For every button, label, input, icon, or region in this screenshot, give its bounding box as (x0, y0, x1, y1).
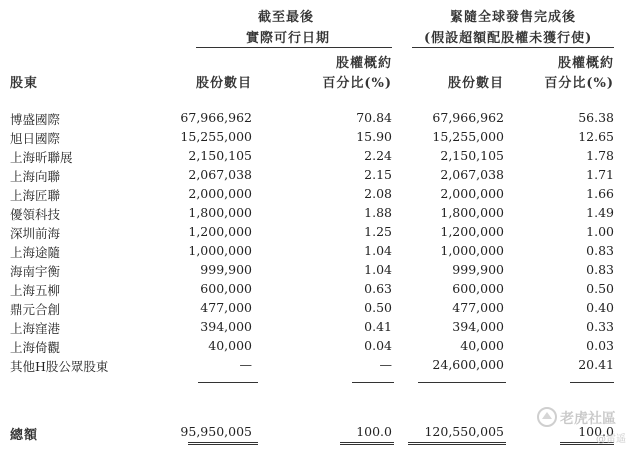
shareholder-name: 上海匠聯 (10, 188, 61, 203)
header-group2-line1: 緊隨全球發售完成後 (450, 10, 577, 25)
total-shares-before: 95,950,005 (180, 424, 252, 439)
pct-after: 56.38 (578, 110, 614, 125)
pct-after-label-line1: 股權概約 (557, 56, 614, 71)
pct-after: 0.50 (586, 281, 614, 296)
shares-before: 2,067,038 (188, 167, 252, 182)
pct-after: 0.33 (586, 319, 614, 334)
shareholder-name: 其他H股公眾股東 (10, 359, 109, 374)
shareholder-name: 上海倚觀 (10, 340, 61, 355)
shares-before: 1,000,000 (188, 243, 252, 258)
total-double-rule-col3 (408, 442, 506, 445)
pct-before: 15.90 (356, 129, 392, 144)
pct-before: 0.63 (364, 281, 392, 296)
pct-after: 1.71 (586, 167, 614, 182)
shareholder-name: 上海向聯 (10, 169, 61, 184)
shares-before: 394,000 (200, 319, 252, 334)
pct-before: 0.41 (364, 319, 392, 334)
shareholder-name: 旭日國際 (10, 131, 61, 146)
pct-after: 0.83 (586, 243, 614, 258)
pct-after-label-line2: 百分比(%) (544, 76, 614, 91)
shares-before: 2,150,105 (188, 148, 252, 163)
pct-before: 2.08 (364, 186, 392, 201)
total-label: 總額 (10, 428, 39, 443)
shareholder-name: 上海途隨 (10, 245, 61, 260)
watermark-sub: @雷遥 (596, 434, 626, 445)
shareholder-name: 上海五柳 (10, 283, 61, 298)
pct-after: 1.00 (586, 224, 614, 239)
pct-after: 1.66 (586, 186, 614, 201)
shareholder-name: 博盛國際 (10, 112, 61, 127)
pct-before-label-line1: 股權概約 (335, 56, 392, 71)
shares-before: 999,900 (200, 262, 252, 277)
pct-before: — (379, 357, 392, 372)
shares-after: 67,966,962 (432, 110, 504, 125)
pct-before: 2.24 (364, 148, 392, 163)
shares-after: 1,200,000 (440, 224, 504, 239)
pct-after: 1.49 (586, 205, 614, 220)
pct-after: 0.40 (586, 300, 614, 315)
pct-after: 1.78 (586, 148, 614, 163)
shares-before: 15,255,000 (180, 129, 252, 144)
shares-before-column-header: 股份數目 (195, 76, 252, 91)
shares-after: 15,255,000 (432, 129, 504, 144)
pct-after: 0.83 (586, 262, 614, 277)
shareholder-name: 優領科技 (10, 207, 61, 222)
total-rule-col1 (198, 382, 258, 383)
total-double-rule-col1 (188, 442, 258, 445)
total-double-rule-col2 (340, 442, 394, 445)
shares-after: 999,900 (452, 262, 504, 277)
shares-after: 40,000 (460, 338, 504, 353)
shareholder-name: 上海昕聯展 (10, 150, 73, 165)
shares-after: 477,000 (452, 300, 504, 315)
shareholder-column-header: 股東 (10, 76, 39, 91)
shares-before: 40,000 (208, 338, 252, 353)
shares-after: 1,800,000 (440, 205, 504, 220)
watermark-brand: 老虎社區 (560, 411, 616, 427)
shares-after: 600,000 (452, 281, 504, 296)
shareholder-name: 鼎元合創 (10, 302, 61, 317)
pct-before: 70.84 (356, 110, 392, 125)
shares-after: 2,067,038 (440, 167, 504, 182)
shares-before: 1,800,000 (188, 205, 252, 220)
shareholder-name: 深圳前海 (10, 226, 61, 241)
header-group1-line2: 實際可行日期 (246, 31, 331, 46)
pct-before: 1.88 (364, 205, 392, 220)
pct-before: 1.25 (364, 224, 392, 239)
shares-after: 1,000,000 (440, 243, 504, 258)
total-pct-before: 100.0 (356, 424, 392, 439)
pct-after: 0.03 (586, 338, 614, 353)
shares-after: 24,600,000 (432, 357, 504, 372)
header-group2-line2: (假設超額配股權未獲行使) (424, 31, 593, 46)
shares-after-column-header: 股份數目 (447, 76, 504, 91)
total-pct-after: 100.0 (578, 424, 614, 439)
pct-before-label-line2: 百分比(%) (322, 76, 392, 91)
shareholder-name: 上海窪港 (10, 321, 61, 336)
shares-before: — (239, 357, 252, 372)
pct-before: 0.04 (364, 338, 392, 353)
shares-before: 1,200,000 (188, 224, 252, 239)
shareholder-name: 海南宇衡 (10, 264, 61, 279)
pct-before: 1.04 (364, 262, 392, 277)
shares-before: 477,000 (200, 300, 252, 315)
total-shares-after: 120,550,005 (424, 424, 504, 439)
pct-before: 0.50 (364, 300, 392, 315)
shares-before: 67,966,962 (180, 110, 252, 125)
pct-after: 20.41 (578, 357, 614, 372)
pct-before: 1.04 (364, 243, 392, 258)
shares-before: 600,000 (200, 281, 252, 296)
pct-after: 12.65 (578, 129, 614, 144)
shares-before: 2,000,000 (188, 186, 252, 201)
shares-after: 2,150,105 (440, 148, 504, 163)
shares-after: 2,000,000 (440, 186, 504, 201)
pct-before: 2.15 (364, 167, 392, 182)
header-rule-right (412, 47, 614, 48)
header-group1-line1: 截至最後 (258, 10, 315, 25)
header-rule-left (196, 47, 392, 48)
tiger-logo-icon (536, 406, 558, 428)
total-rule-col3 (418, 382, 506, 383)
total-rule-col2 (352, 382, 394, 383)
total-rule-col4 (570, 382, 614, 383)
shares-after: 394,000 (452, 319, 504, 334)
